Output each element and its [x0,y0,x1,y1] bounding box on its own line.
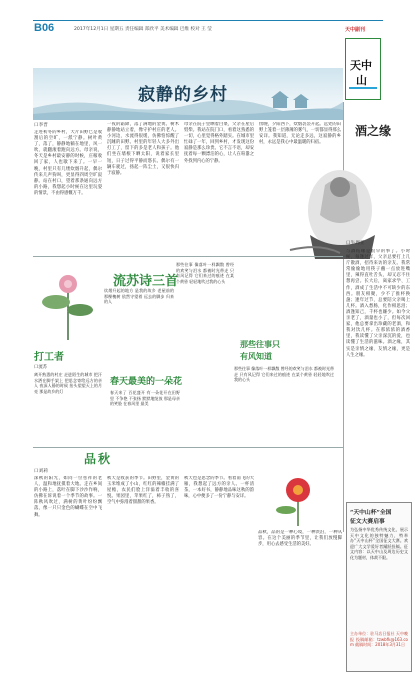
ad-headline-2: 征文大赛启事 [350,519,385,525]
divider-article3-top [33,447,343,448]
article3-col1: 深秋的阳光，如同一位慈祥的老人，温和地抚摸着大地。走在乡间的小路上，落叶在脚下沙沙作响，仿佛在诉说着一个季节的故事。一阵秋风吹过，满树的黄叶纷纷飘落，像一只只金色的蝴蝶在空中飞舞。 [34,476,102,518]
article1-byline: 口李晋 [34,123,48,128]
poems-plant-illustration [38,262,98,342]
poem-right-top: 炊烟升起的地方 是我的故乡 老屋前的那棵槐树 依然守望着 远去的脚步 归来的人 [104,288,174,305]
article1-col3: 母亲在院子里晒着白菜，父亲在屋后劈柴。我站在院门口，看着这熟悉的一切，心里觉得格外踏实。在城市里忙碌了一年，回到乡村，才发现这份寂静是那么珍贵。它不言不语，却安抚着每一颗漂泊的心，让人在喧嚣之外找到内心的宁静。 [184,122,254,164]
divider-poems-top [33,256,343,257]
article3-col2: 秋天是收获的季节。田野里，金黄的玉米堆成了小山，红红的辣椒挂满了屋檐，农民们脸上洋溢着丰收的喜悦。果园里，苹果红了，柿子熟了，空气中弥漫着甜甜的果香。 [107,476,179,506]
article3-col3: 秋天也是思念的季节。看着南飞的大雁，我想起了远方的亲人。一杯清茶，一本好书，静静地品味这秋的韵味，心中便多了一份宁静与安详。 [184,476,254,500]
brand-rule [349,87,377,89]
article2-body: 与酒结缘是很早的事了。小时候，每逢过年，父亲总要打上几斤散酒，招待来访的亲友。我常常偷偷地用筷子蘸一点放进嘴里，辣得直吐舌头，却又忍不住想再尝。长大后，离家求学、工作，酒成了生活中不可缺少的东西。朋友相聚，少不了推杯换盏；逢年过节，总要陪父亲喝上几杯。酒入愁肠，化作相思泪；酒逢知己，千杯也嫌少。如今父亲老了，酒量也小了，但每次回家，他总要拿出珍藏的老酒，和我对饮几杯。在那浓浓的酒香里，我读懂了父亲深沉的爱，也读懂了生活的滋味。酒之缘，其实是亲情之缘、友情之缘，更是人生之缘。 [346,249,410,358]
article1-col4: 傍晚，夕阳西下，炊烟袅袅升起。远处的田野上笼着一层薄薄的雾气，一切都显得那么安详。我知道，无论走多远，这寂静的乡村，永远是我心中最温暖的归宿。 [259,122,341,146]
red-flower-icon [258,468,343,528]
lotus-plant-icon [38,262,98,342]
brand-title-line2: 山 [356,74,367,87]
poem2-title: 春天最美的一朵花 [110,377,183,387]
article3-col4: 品秋，品的是一种心境，一种淡泊，一种从容。在这个美丽的季节里，让我们放慢脚步，用心去感受生活的美好。 [258,530,342,548]
poems-section-title: 流苏诗三首 [113,274,179,289]
article1-col2: 一夜的霜降，落了满地的金黄。树木静静地站立着，像守护村庄的老人。小河边，水流得很缓，仿佛怕惊醒了沉睡的田野。村里的年轻人大多外出打工了，留下的多是老人和孩子。他们坐在墙根下晒太阳，说着家长里短，日子过得平静而悠长。偶尔有一辆车驶过，扬起一阵尘土，又很快归于寂静。 [107,122,179,176]
ad-body: 为弘扬中华优秀传统文化，展示天中文化的独特魅力，特举办“天中山杯”全国征文大赛。欢迎广大文学爱好者踊跃投稿。征文内容：以天中山及周边历史文化为题材，体裁不限。 [350,527,408,560]
article3-title: 品秋 [84,452,113,466]
header-bar [33,20,383,21]
ad-headline-1: “天中山杯”全国 [350,510,392,516]
article3-flower-illustration [258,468,343,528]
brand-box [345,38,381,100]
contest-ad-box [346,502,412,672]
poem3-title: 那些往事只有风知道 [240,339,280,361]
brand-title-line1: 天中 [350,59,372,72]
poem-right-top-2: 那些往事 像落叶一样飘散 曾经的欢笑与泪水 都被时光带走 只有风记得 它们来过的痕迹 在某个黄昏 轻轻地吹过我的心头 [176,262,234,284]
header-meta: 2017年12月1日 星期五 责任编辑 郑欣平 美术编辑 巴维 校对 王 莹 [74,27,212,32]
page-number: B06 [34,22,55,34]
article2-title: 酒之缘 [355,124,392,138]
poem2-body: 春天来了 百花盛开 有一朵花开在田野里 不争艳 不张扬 默默地绽放 那是母亲的笑脸 在春风里 最美 [110,390,180,407]
poem1-title: 打工者 [34,352,64,363]
poem3-body: 那些往事 像落叶一样飘散 曾经的欢笑与泪水 都被时光带走 只有风记得 它们来过的痕迹 在某个黄昏 轻轻地吹过我的心头 [234,366,334,383]
poem1-author: 口流苏 [34,365,48,370]
article3-byline: 口刘莉 [34,469,48,474]
poem1-body: 离开熟悉的村庄 走进陌生的城市 把汗水洒在脚手架上 把思念寄给远方的亲人 夜深人静的时候 抬头望望天上的月亮 那是故乡的灯 [34,372,102,394]
article1-image [33,68,343,120]
ad-footer: 主办单位：驻马店日报社 天中晚报 投稿邮箱：tzwbfk@163.com 截稿时间：2018年3月31日 [350,631,408,648]
brand-tag: 天中副刊 [345,27,366,33]
article2-byline: 口牛周亚 [346,241,365,246]
article1-col1: 走进初冬的乡村，大片田野已是收割后的空旷，一派宁静。树叶黄了，落了，静静地躺在地里，风一吹，就翻滚着跑向远方。母亲说，冬天是乡村最安静的时候，庄稼收回了家，人也歇下来了。一早一晚，村里只有几缕炊烟升起，偶尔传来几声狗叫，更显得四周空旷寂静。站在村口，望着那条通向远方的小路，我想起小时候在这里玩耍的情景，不由得感慨万千。 [34,130,102,196]
article1-title: 寂静的乡村 [138,85,228,105]
